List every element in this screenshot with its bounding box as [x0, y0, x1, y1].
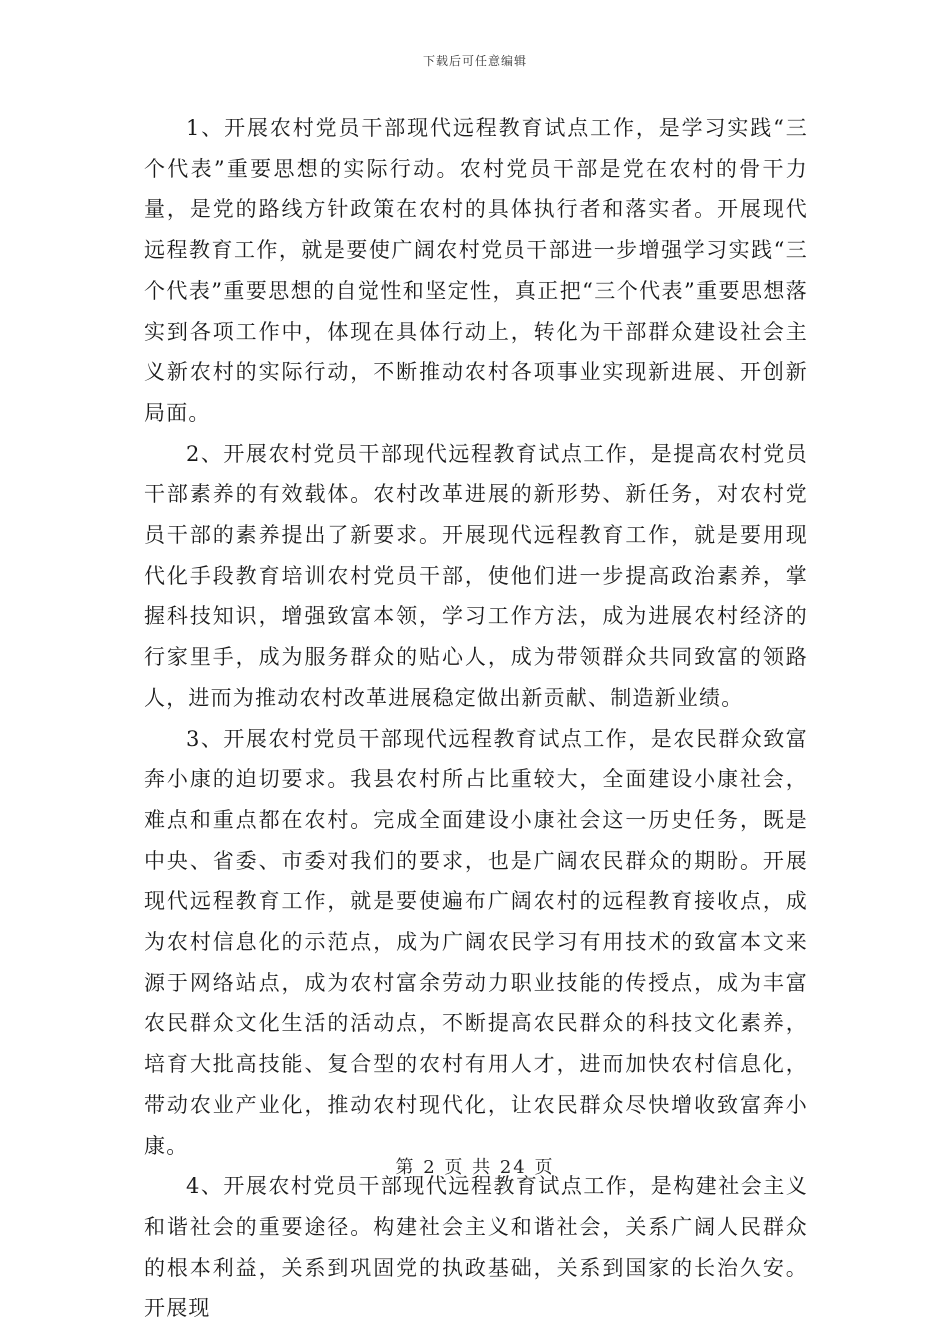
page-header: 下载后可任意编辑 — [422, 54, 527, 68]
paragraph-4: 4、开展农村党员干部现代远程教育试点工作，是构建社会主义和谐社会的重要途径。构建社会主义和谐社会，关系广阔人民群众的根本利益，关系到巩固党的执政基础，关系到国家的长治久安。开展现 — [144, 1174, 808, 1321]
paragraph-2: 2、开展农村党员干部现代远程教育试点工作，是提高农村党员干部素养的有效载体。农村改革进展的新形势、新任务，对农村党员干部的素养提出了新要求。开展现代远程教育工作，就是要用现代化手段教育培训农村党员干部，使他们进一步提高政治素养，掌握科技知识，增强致富本领，学习工作方法，成为进展农村经济的行家里手，成为服务群众的贴心人，成为带领群众共同致富的领路人，进而为推动农村改革进展稳定做出新贡献、制造新业绩。 — [144, 441, 808, 710]
paragraph-1: 1、开展农村党员干部现代远程教育试点工作，是学习实践“三个代表”重要思想的实际行动。农村党员干部是党在农村的骨干力量，是党的路线方针政策在农村的具体执行者和落实者。开展现代远程教育工作，就是要使广阔农村党员干部进一步增强学习实践“三个代表”重要思想的自觉性和坚定性，真正把“三个代表”重要思想落实到各项工作中，体现在具体行动上，转化为干部群众建设社会主义新农村的实际行动，不断推动农村各项事业实现新进展、开创新局面。 — [144, 116, 808, 425]
paragraph-3: 3、开展农村党员干部现代远程教育试点工作，是农民群众致富奔小康的迫切要求。我县农村所占比重较大，全面建设小康社会，难点和重点都在农村。完成全面建设小康社会这一历史任务，既是中央、省委、市委对我们的要求，也是广阔农民群众的期盼。开展现代远程教育工作，就是要使遍布广阔农村的远程教育接收点，成为农村信息化的示范点，成为广阔农民学习有用技术的致富本文来源于网络站点，成为农村富余劳动力职业技能的传授点，成为丰富农民群众文化生活的活动点，不断提高农民群众的科技文化素养，培育大批高技能、复合型的农村有用人才，进而加快农村信息化，带动农业产业化，推动农村现代化，让农民群众尽快增收致富奔小康。 — [144, 726, 808, 1158]
document-body — [144, 108, 808, 1329]
page-number-footer: 第 2 页 共 24 页 — [395, 1157, 555, 1178]
